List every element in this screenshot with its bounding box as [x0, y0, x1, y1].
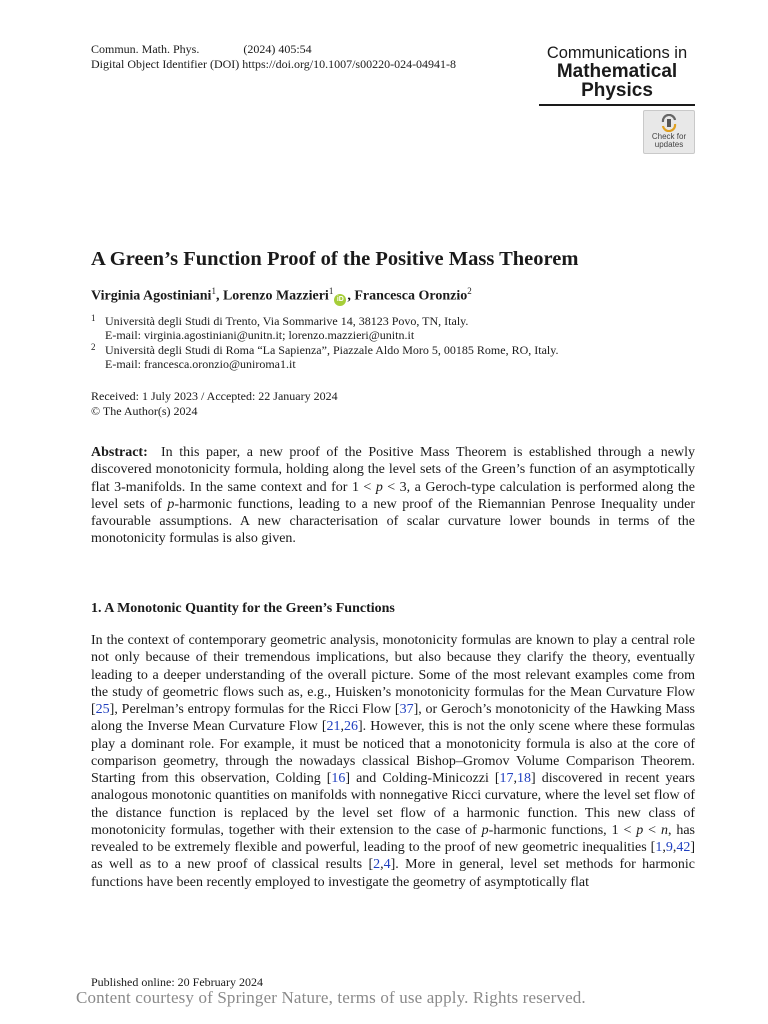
citation-link[interactable]: 16 [331, 771, 346, 786]
affiliation-number: 2 [91, 341, 96, 352]
journal-abbrev: Commun. Math. Phys. [91, 42, 200, 56]
abstract-label: Abstract: [91, 445, 148, 460]
copyright: © The Author(s) 2024 [91, 403, 198, 418]
citation-link[interactable]: 18 [517, 771, 532, 786]
citation-link[interactable]: 17 [499, 771, 514, 786]
affiliation-email[interactable]: E-mail: virginia.agostiniani@unitn.it; lorenzo.mazzieri@unitn.it [105, 328, 415, 343]
journal-logo-line2: Mathematical [556, 61, 678, 82]
volume-info: (2024) 405:54 [243, 42, 312, 56]
affiliation-email[interactable]: E-mail: francesca.oronzio@uniroma1.it [105, 356, 296, 371]
affiliation-number: 1 [91, 313, 96, 323]
published-online: Published online: 20 February 2024 [91, 975, 263, 989]
publication-dates [91, 389, 338, 418]
paper-title: A Green’s Function Proof of the Positive Mass Theorem [91, 248, 579, 270]
author-name[interactable]: Francesca Oronzio [354, 288, 468, 304]
check-badge-line2: updates [654, 140, 684, 149]
running-header [91, 42, 456, 72]
section-heading: 1. A Monotonic Quantity for the Green’s Functions [91, 601, 395, 616]
author-affil-sup: 2 [467, 286, 472, 296]
citation-link[interactable]: 25 [95, 702, 110, 717]
received-accepted: Received: 1 July 2023 / Accepted: 22 January 2024 [91, 389, 338, 403]
author-affil-sup: 1 [211, 286, 216, 296]
citation-link[interactable]: 4 [383, 857, 391, 873]
citation-link[interactable]: 37 [399, 702, 414, 717]
author-list: Virginia Agostiniani$^1$, Lorenzo Mazzieri$^1$iD , Francesca Oronzio$^2$ [91, 286, 472, 304]
citation-link[interactable]: 21 [326, 719, 341, 735]
doi-line[interactable]: Digital Object Identifier (DOI) https://doi.org/10.1007/s00220-024-04941-8 [91, 57, 457, 71]
orcid-icon[interactable]: iD [334, 294, 346, 306]
citation-link[interactable]: 42 [676, 840, 691, 855]
author-name[interactable]: Virginia Agostiniani [91, 288, 212, 304]
check-for-updates-badge[interactable] [643, 110, 695, 154]
journal-logo [538, 44, 696, 106]
affiliations [91, 314, 558, 371]
citation-link[interactable]: 1 [655, 840, 663, 855]
journal-logo-line3: Physics [581, 80, 653, 101]
citation-link[interactable]: 2 [373, 857, 381, 873]
affiliation: 2 Università degli Studi di Roma “La Sapienza”, Piazzale Aldo Moro 5, 00185 Rome, RO, Italy. E-mail: francesca.oronzio@uniroma1.it [91, 341, 559, 371]
abstract: Abstract: In this paper, a new proof of the Positive Mass Theorem is established through a newly discovered monotonicity formula, holding along the level sets of the Green’s function of an asymptotically flat 3-manifolds. In the same context and for 1 < p < 3, a Geroch-type calculation is performed along the level sets of p-harmonic functions, leading to a new proof of the Riemannian Penrose Inequality under favourable assumptions. A new characterisation of scalar curvature lower bounds in terms of the monotonicity formulas is also given. [91, 445, 695, 547]
author-name[interactable]: Lorenzo Mazzieri [222, 288, 329, 304]
body-paragraph: In the context of contemporary geometric analysis, monotonicity formulas are known to play a central role not only because of their tremendous implications, but also because they clarify the theory, eventually leading to a deeper understanding of the overall picture. Some of the most relevant examples come from the study of geometric flows such as, e.g., Huisken’s monotonicity formulas for the Mean Curvature Flow [25], Perelman’s entropy formulas for the Ricci Flow [37], or Geroch’s monotonicity of the Hawking Mass along the Inverse Mean Curvature Flow [21,26]. However, this is not the only scene where these formulas play a dominant role. For example, it must be noticed that a monotonicity formula is also at the core of comparison geometry, through the nowadays classical Bishop–Gromov Volume Comparison Theorem. Starting from this observation, Colding [16] and Colding-Minicozzi [17,18] discovered in recent years analogous monotonic quantities on manifolds with nonnegative Ricci curvature, where the level set flow of the distance function is replaced by the level set flow of a harmonic function. This new class of monotonicity formulas, together with their extension to the case of p-harmonic functions, 1 < p < n, has revealed to be extremely flexible and powerful, leading to the proof of new geometric inequalities [1,9,42] as well as to a new proof of classical results [2,4]. More in general, level set methods for harmonic functions have been recently employed to investigate the geometry of asymptotically flat [91, 633, 695, 890]
check-for-updates-icon [659, 114, 679, 132]
journal-logo-line1: Communications in [546, 44, 688, 62]
courtesy-watermark: Content courtesy of Springer Nature, terms of use apply. Rights reserved. [76, 988, 586, 1007]
affiliation: 1 Università degli Studi di Trento, Via Sommarive 14, 38123 Povo, TN, Italy. E-mail: virginia.agostiniani@unitn.it; lorenzo.mazzieri@unitn.it [91, 314, 558, 343]
author-affil-sup: 1 [328, 286, 334, 296]
citation-link[interactable]: 9 [665, 840, 673, 855]
citation-link[interactable]: 26 [344, 719, 358, 735]
check-badge-line1: Check for [651, 132, 687, 141]
journal-logo-rule [539, 104, 695, 106]
